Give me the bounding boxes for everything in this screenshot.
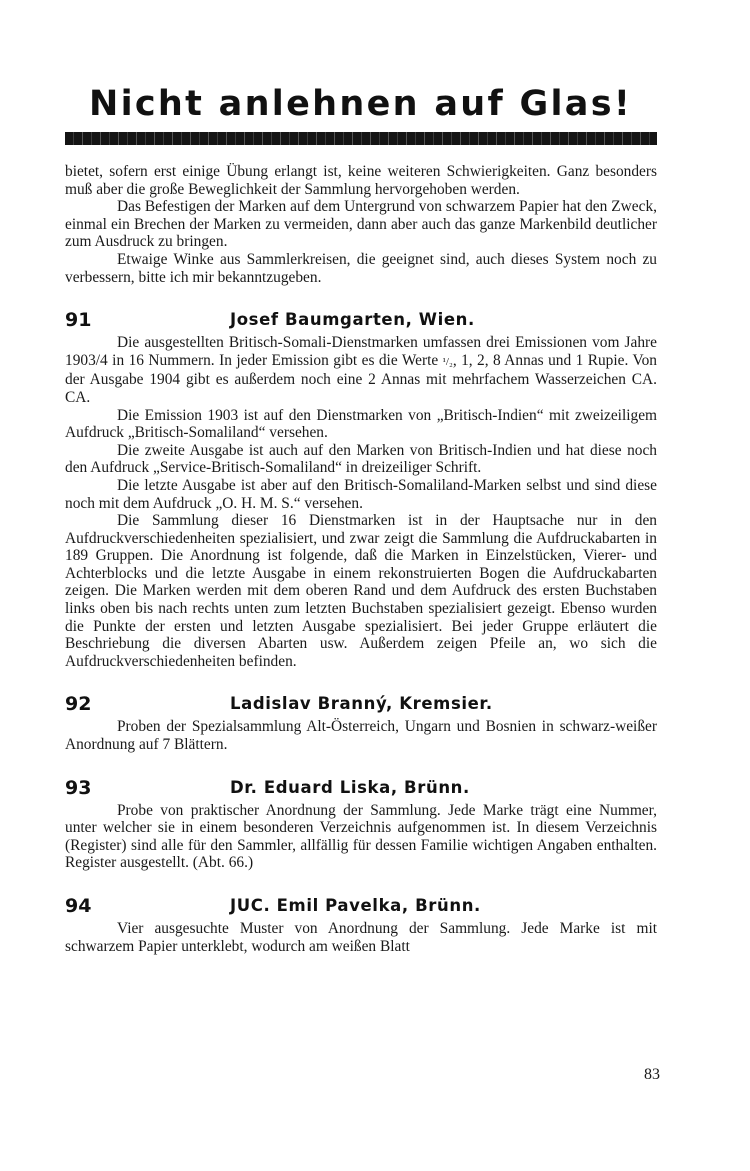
entry-paragraph: Die letzte Ausgabe ist aber auf den Britisch-Somaliland-Marken selbst und sind diese noch mit dem Aufdruck „O. H. M. S.“ versehen. [65,476,657,512]
entry-92 [65,692,657,753]
entry-91 [65,308,657,670]
exhibitor-name: Josef Baumgarten, Wien. [230,310,475,330]
entry-paragraph [65,334,657,406]
entry-heading [65,692,657,718]
exhibitor-name: JUC. Emil Pavelka, Brünn. [230,896,481,915]
entry-heading [65,894,657,920]
entry-paragraph: Die Emission 1903 ist auf den Dienstmarken von „Britisch-Indien“ mit zweizeiligem Aufdruck „Britisch-Somaliland“ versehen. [65,406,657,442]
entry-paragraph: Die zweite Ausgabe ist auch auf den Marken von Britisch-Indien und hat diese noch den Aufdruck „Service-Britisch-Somaliland“ in dreizeiliger Schrift. [65,441,657,477]
exhibitor-name: Ladislav Branný, Kremsier. [230,694,493,714]
page-title: Nicht anlehnen auf Glas! [89,84,633,124]
entry-number: 92 [65,693,92,716]
exhibitor-name: Dr. Eduard Liska, Brünn. [230,777,470,797]
intro-paragraph: Etwaige Winke aus Sammlerkreisen, die geeignet sind, auch dieses System noch zu verbessern, bitte ich mir bekanntzugeben. [65,250,657,286]
entry-number: 91 [65,309,92,332]
entry-paragraph: Probe von praktischer Anordnung der Sammlung. Jede Marke trägt eine Nummer, unter welcher sie in einem besonderen Verzeichnis aufgenommen ist. In diesem Verzeichnis (Register) sind alle für den Sammler, allfällig für dessen Familie wichtigen Angaben enthalten. Register ausgestellt. (Abt. 66.) [65,801,657,872]
entry-number: 94 [65,895,92,917]
entry-text: Die ausgestellten Britisch-Somali-Dienstmarken umfassen drei Emissionen vom Jahre 1903/4 in 16 Nummern. In jeder Emission gibt es die Werte [65,334,657,369]
entry-heading [65,776,657,802]
intro-section [65,163,657,286]
fraction-half: ¹/₂ [442,355,453,368]
entry-text: , 1, 2, 8 Annas und 1 Rupie. Von der Ausgabe 1904 gibt es außerdem noch eine 2 Annas mit mehrfachem Wasserzeichen CA. CA. [65,351,657,406]
intro-paragraph: bietet, sofern erst einige Übung erlangt ist, keine weiteren Schwierigkeiten. Ganz besonders muß aber die große Beweglichkeit der Sammlung hervorgehoben werden. [65,163,657,198]
entry-heading [65,308,657,334]
entry-paragraph: Die Sammlung dieser 16 Dienstmarken ist in der Hauptsache nur in den Aufdruckverschiedenheiten spezialisiert, und zwar zeigt die Sammlung die Aufdruckabarten in 189 Gruppen. Die Anordnung ist folgende, daß die Marken in Einzelstücken, Vierer- und Achterblocks und die letzte Ausgabe in einem rekonstruierten Bogen die Aufdruckabarten zeigen. Die Marken werden mit dem oberen Rand und dem Aufdruck des ersten Buchstaben links oben bis nach rechts unten zum letzten Buchstaben spezialisiert gezeigt. Ebenso wurden die Punkte der ersten und letzten Ausgabe spezialisiert. Bei jeder Gruppe erläutert die Beschriebung die diversen Abarten usw. Außerdem zeigen Pfeile an, wo sich die Aufdruckverschiedenheiten befinden. [65,512,657,670]
entry-94 [65,894,657,955]
page-number: 83 [644,1066,660,1083]
title-rule [65,132,657,145]
entry-93 [65,776,657,872]
intro-paragraph: Das Befestigen der Marken auf dem Untergrund von schwarzem Papier hat den Zweck, einmal ein Brechen der Marken zu vermeiden, dann aber auch das ganze Markenbild deutlicher zum Ausdruck zu bringen. [65,198,657,251]
entry-paragraph: Proben der Spezialsammlung Alt-Österreich, Ungarn und Bosnien in schwarz-weißer Anordnung auf 7 Blättern. [65,718,657,754]
entry-paragraph: Vier ausgesuchte Muster von Anordnung der Sammlung. Jede Marke ist mit schwarzem Papier unterklebt, wodurch am weißen Blatt [65,920,657,955]
entry-number: 93 [65,776,92,799]
page-body [65,82,657,955]
